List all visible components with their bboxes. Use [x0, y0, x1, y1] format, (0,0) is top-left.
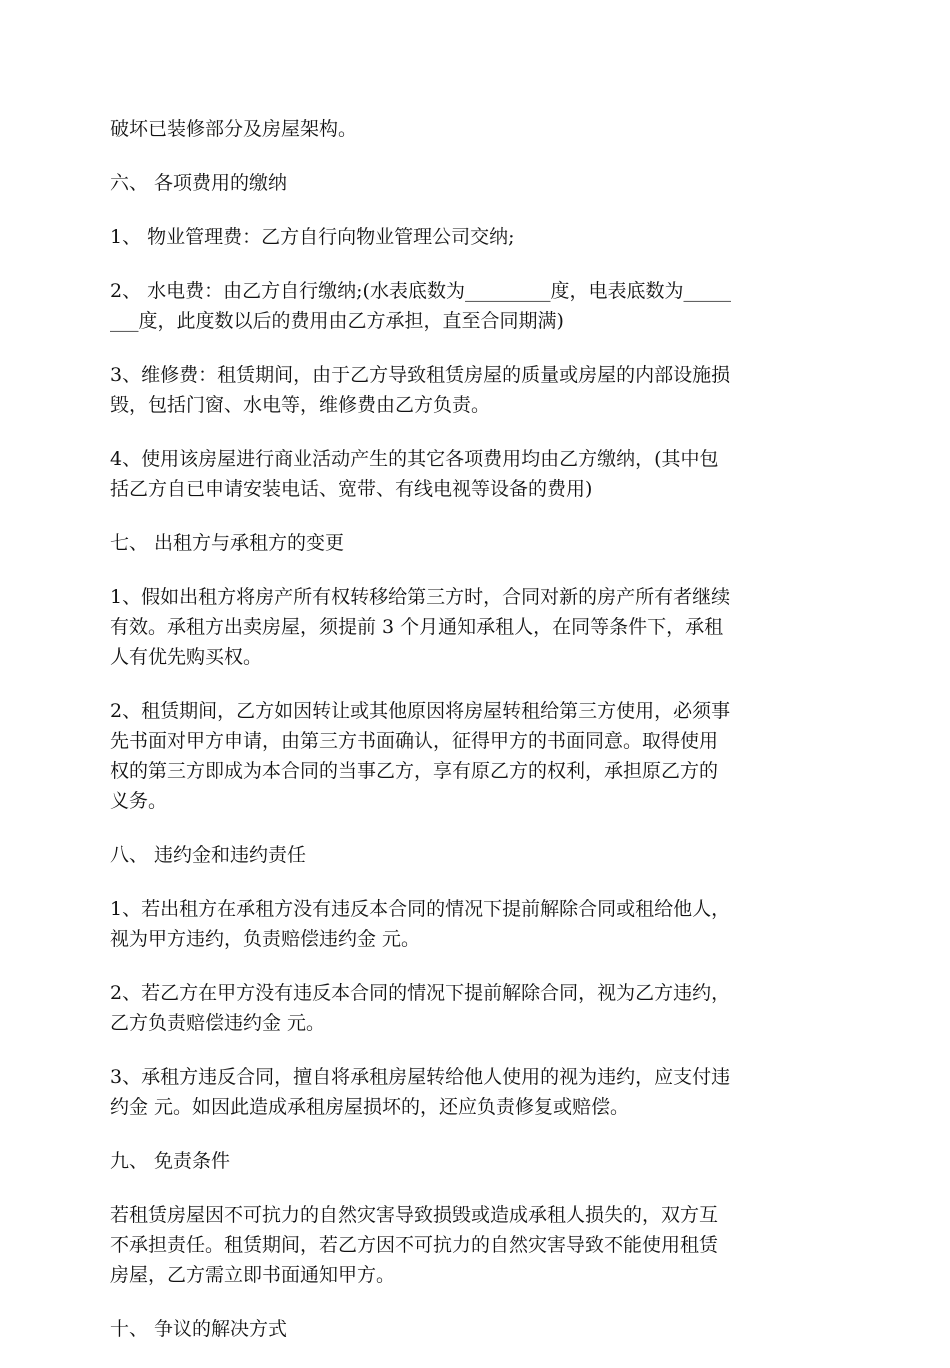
text-line: 九、 免责条件 [110, 1150, 231, 1172]
paragraph [110, 978, 842, 1038]
text-line: 3、维修费：租赁期间，由于乙方导致租赁房屋的质量或房屋的内部设施损 [110, 364, 731, 386]
text-line: 乙方负责赔偿违约金 元。 [110, 1012, 326, 1034]
text-line: 若租赁房屋因不可抗力的自然灾害导致损毁或造成承租人损失的，双方互 [110, 1204, 719, 1226]
paragraph [110, 696, 842, 816]
text-line: 1、 物业管理费：乙方自行向物业管理公司交纳; [110, 226, 515, 248]
paragraph [110, 1200, 842, 1290]
paragraph [110, 1062, 842, 1122]
section-heading [110, 1314, 842, 1344]
text-line: 毁，包括门窗、水电等，维修费由乙方负责。 [110, 394, 491, 416]
text-line: 八、 违约金和违约责任 [110, 844, 307, 866]
paragraph [110, 114, 842, 144]
text-line: 破坏已装修部分及房屋架构。 [110, 118, 358, 140]
text-line: ___度，此度数以后的费用由乙方承担，直至合同期满) [110, 310, 564, 332]
text-line: 房屋，乙方需立即书面通知甲方。 [110, 1264, 396, 1286]
paragraph [110, 444, 842, 504]
section-heading [110, 1146, 842, 1176]
paragraph [110, 222, 842, 252]
text-line: 视为甲方违约，负责赔偿违约金 元。 [110, 928, 421, 950]
text-line: 2、若乙方在甲方没有违反本合同的情况下提前解除合同，视为乙方违约， [110, 982, 731, 1004]
text-line: 义务。 [110, 790, 168, 812]
text-line: 先书面对甲方申请，由第三方书面确认，征得甲方的书面同意。取得使用 [110, 730, 719, 752]
text-line: 2、 水电费：由乙方自行缴纳;(水表底数为_________度，电表底数为_____ [110, 280, 731, 302]
paragraph [110, 894, 842, 954]
document-page [110, 114, 842, 1368]
paragraph [110, 360, 842, 420]
text-line: 六、 各项费用的缴纳 [110, 172, 288, 194]
text-line: 括乙方自已申请安装电话、宽带、有线电视等设备的费用) [110, 478, 593, 500]
text-line: 约金 元。如因此造成承租房屋损坏的，还应负责修复或赔偿。 [110, 1096, 630, 1118]
text-line: 1、假如出租方将房产所有权转移给第三方时，合同对新的房产所有者继续 [110, 586, 731, 608]
paragraph [110, 276, 842, 336]
text-line: 有效。承租方出卖房屋，须提前 3 个月通知承租人，在同等条件下，承租 [110, 616, 724, 638]
text-line: 不承担责任。租赁期间，若乙方因不可抗力的自然灾害导致不能使用租赁 [110, 1234, 719, 1256]
text-line: 七、 出租方与承租方的变更 [110, 532, 345, 554]
text-line: 3、承租方违反合同，擅自将承租房屋转给他人使用的视为违约，应支付违 [110, 1066, 731, 1088]
section-heading [110, 528, 842, 558]
text-line: 权的第三方即成为本合同的当事乙方，享有原乙方的权利，承担原乙方的 [110, 760, 719, 782]
text-line: 4、使用该房屋进行商业活动产生的其它各项费用均由乙方缴纳，(其中包 [110, 448, 719, 470]
section-heading [110, 168, 842, 198]
text-line: 2、租赁期间，乙方如因转让或其他原因将房屋转租给第三方使用，必须事 [110, 700, 731, 722]
text-line: 十、 争议的解决方式 [110, 1318, 288, 1340]
text-line: 1、若出租方在承租方没有违反本合同的情况下提前解除合同或租给他人， [110, 898, 731, 920]
paragraph [110, 582, 842, 672]
section-heading [110, 840, 842, 870]
text-line: 人有优先购买权。 [110, 646, 263, 668]
